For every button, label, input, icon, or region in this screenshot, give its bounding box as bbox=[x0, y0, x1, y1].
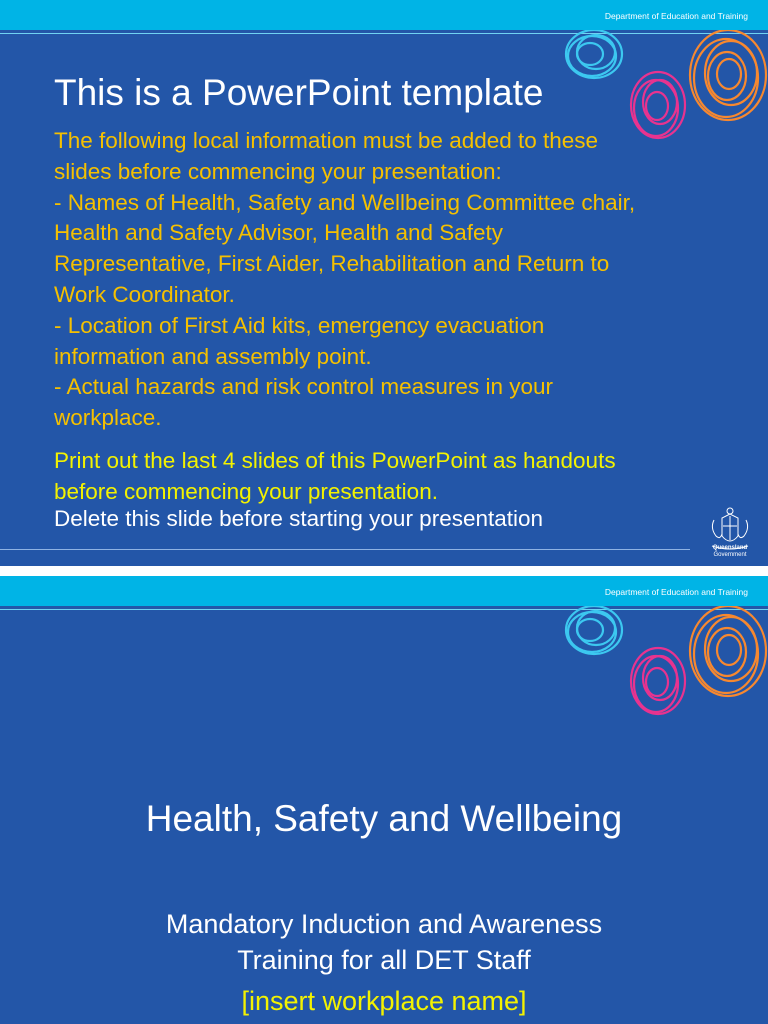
delete-note: Delete this slide before starting your presentation bbox=[54, 506, 544, 531]
instruction-line: The following local information must be added to these bbox=[54, 128, 599, 153]
presentation-title: Health, Safety and Wellbeing bbox=[145, 798, 623, 839]
slide-2[interactable] bbox=[0, 576, 768, 1024]
instruction-line: workplace. bbox=[54, 405, 162, 431]
presentation-subtitle bbox=[0, 906, 768, 978]
instructions-text bbox=[54, 126, 734, 434]
logo-line-1: Queensland bbox=[712, 545, 748, 551]
subtitle-line-2: Training for all DET Staff bbox=[237, 945, 531, 975]
instruction-line: - Names of Health, Safety and Wellbeing Committee chair, bbox=[54, 189, 636, 215]
instruction-line: - Location of First Aid kits, emergency evacuation bbox=[54, 312, 545, 338]
slide-title: This is a PowerPoint template bbox=[54, 72, 544, 113]
instruction-line: Work Coordinator. bbox=[54, 281, 235, 307]
scribble-rings-icon bbox=[528, 606, 768, 736]
workplace-placeholder: [insert workplace name] bbox=[241, 986, 527, 1016]
department-name: Department of Education and Training bbox=[604, 587, 748, 597]
queensland-government-text bbox=[700, 545, 760, 559]
subtitle-line-1: Mandatory Induction and Awareness bbox=[165, 909, 603, 939]
bottom-divider bbox=[0, 549, 690, 550]
instruction-line: information and assembly point. bbox=[54, 343, 372, 369]
instruction-line: Representative, First Aider, Rehabilitation and Return to bbox=[54, 251, 610, 277]
print-line: before commencing your presentation. bbox=[54, 479, 438, 504]
instruction-line: Health and Safety Advisor, Health and Safety bbox=[54, 220, 504, 246]
print-instructions bbox=[54, 445, 734, 507]
instruction-line: slides before commencing your presentation: bbox=[54, 158, 502, 184]
instruction-line: - Actual hazards and risk control measures in your bbox=[54, 374, 553, 400]
department-name: Department of Education and Training bbox=[604, 11, 748, 21]
print-line: Print out the last 4 slides of this PowerPoint as handouts bbox=[54, 448, 616, 473]
logo-line-2: Government bbox=[713, 552, 747, 558]
